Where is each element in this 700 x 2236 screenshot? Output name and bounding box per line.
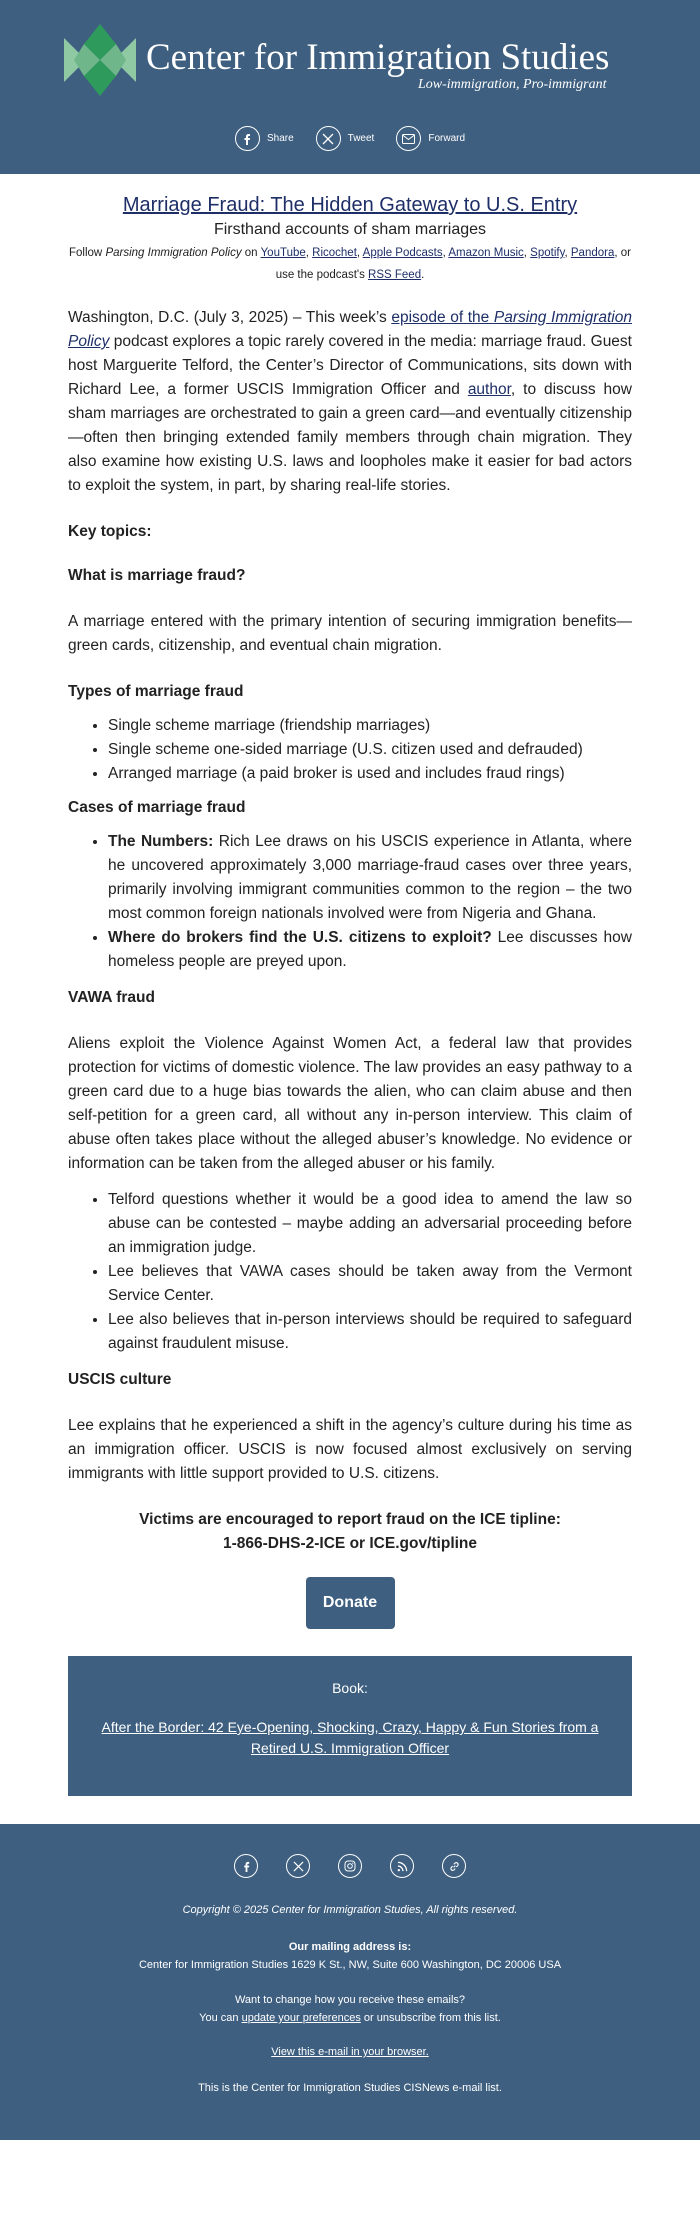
sep: , — [523, 247, 531, 259]
follow-suffix: , or use the podcast's — [275, 247, 631, 281]
lead-paragraph — [68, 306, 632, 498]
share-button[interactable] — [235, 126, 294, 151]
list-item — [108, 926, 632, 974]
follow-on: on — [241, 247, 261, 259]
copyright: Copyright © 2025 Center for Immigration Studies, All rights reserved. — [182, 1904, 518, 1916]
list-item: • Telford questions whether it would be a good idea to amend the law so abuse can be contested – maybe adding an adversarial proceeding before an immigration judge. — [108, 1188, 632, 1260]
lead-text: , to discuss how sham marriages are orchestrated to gain a green card—and eventually citizenship—often then bringing extended family members through chain migration. They also examine how existing U.S. laws and loopholes make it easier for bad actors to exploit the system, in part, by sharing real-life stories. — [68, 381, 632, 494]
vawa-heading: VAWA fraud — [68, 989, 155, 1006]
vawa-list — [108, 1188, 632, 1356]
podcast-name: Parsing Immigration Policy — [105, 247, 242, 259]
list-item: • Single scheme marriage (friendship marriages) — [108, 714, 632, 738]
apple-podcasts-link[interactable]: Apple Podcasts — [362, 247, 443, 259]
uscis-paragraph: Lee explains that he experienced a shift in the agency’s culture during his time as an immigration officer. USCIS is now focused almost exclusively on serving immigrants with little support provided to U.S. citizens. — [68, 1417, 632, 1482]
uscis-heading: USCIS culture — [68, 1371, 172, 1388]
donate-wrap — [68, 1577, 632, 1629]
case-bold: Where do brokers find the U.S. citizens to exploit? — [108, 929, 492, 946]
article-title-link[interactable]: Marriage Fraud: The Hidden Gateway to U.S. Entry — [122, 194, 578, 216]
pref-suffix: or unsubscribe from this list. — [360, 2012, 501, 2024]
rss-icon[interactable] — [390, 1854, 414, 1878]
key-topics-heading: Key topics: — [68, 523, 152, 540]
list-item: • Lee believes that VAWA cases should be taken away from the Vermont Service Center. — [108, 1260, 632, 1308]
cis-logo — [64, 24, 136, 96]
list-name: This is the Center for Immigration Studies CISNews e-mail list. — [198, 2082, 502, 2094]
x-icon[interactable] — [286, 1854, 310, 1878]
org-tagline: Low-immigration, Pro-immigrant — [418, 77, 607, 92]
lead-text: Washington, D.C. (July 3, 2025) – This week’s — [68, 309, 392, 326]
book-label: Book: — [332, 1680, 368, 1696]
case-text: Rich Lee draws on his USCIS experience in Atlanta, where he uncovered approximately 3,000 marriage-fraud cases over three years, primarily involving immigrant communities common to the region – the two most common foreign nationals involved were from Nigeria and Ghana. — [108, 833, 632, 922]
article-title — [68, 192, 632, 218]
episode-link-podcast: Parsing Immigration Policy — [68, 309, 632, 350]
forward-label: Forward — [428, 133, 466, 144]
mail-icon — [396, 126, 421, 151]
what-heading: What is marriage fraud? — [68, 567, 246, 584]
book-link-wrap — [68, 1717, 632, 1759]
rss-feed-link[interactable]: RSS Feed — [368, 269, 422, 281]
case-bold: The Numbers: — [108, 833, 214, 850]
social-links — [0, 1824, 700, 1878]
what-paragraph: A marriage entered with the primary intention of securing immigration benefits—green cards, citizenship, and eventual chain migration. — [68, 613, 632, 654]
sep: , — [305, 247, 313, 259]
forward-button[interactable] — [396, 126, 465, 151]
preferences-line — [0, 2009, 700, 2027]
amazon-music-link[interactable]: Amazon Music — [448, 247, 524, 259]
list-item — [108, 830, 632, 926]
list-item: • Single scheme one-sided marriage (U.S. citizen used and defrauded) — [108, 738, 632, 762]
view-in-browser — [0, 2043, 700, 2061]
preferences-text — [0, 1991, 700, 2027]
youtube-link[interactable]: YouTube — [260, 247, 306, 259]
types-list — [108, 714, 632, 786]
lead-text: podcast explores a topic rarely covered in the media: marriage fraud. Guest host Marguerite Telford, the Center’s Director of Communications, sits down with Richard Lee, a former USCIS Immigration Officer and — [68, 333, 632, 398]
episode-link-text: episode of the — [391, 309, 494, 326]
cases-list — [108, 830, 632, 974]
sep: , — [442, 247, 449, 259]
change-line: Want to change how you receive these emails? — [234, 1994, 466, 2006]
spotify-link[interactable]: Spotify — [530, 247, 565, 259]
tweet-button[interactable] — [316, 126, 375, 151]
share-bar — [0, 126, 700, 151]
facebook-icon — [235, 126, 260, 151]
follow-prefix: Follow — [69, 247, 106, 259]
sep: , — [356, 247, 363, 259]
tipline-line1: Victims are encouraged to report fraud on the ICE tipline: — [139, 1511, 561, 1528]
sep: , — [564, 247, 571, 259]
author-link[interactable]: author — [467, 381, 511, 398]
email-footer — [0, 1824, 700, 2140]
book-link[interactable]: After the Border: 42 Eye-Opening, Shocking, Crazy, Happy & Fun Stories from a Retired U.S. Immigration Officer — [101, 1719, 599, 1756]
book-box — [68, 1656, 632, 1796]
list-item: • Arranged marriage (a paid broker is used and includes fraud rings) — [108, 762, 632, 786]
tweet-label: Tweet — [347, 133, 375, 144]
share-label: Share — [266, 133, 294, 144]
tipline-callout — [68, 1508, 632, 1556]
instagram-icon[interactable] — [338, 1854, 362, 1878]
x-icon — [316, 126, 341, 151]
types-heading: Types of marriage fraud — [68, 683, 244, 700]
email-body — [68, 174, 632, 1796]
mailing-label: Our mailing address is: — [288, 1941, 412, 1953]
tipline-line2: 1-866-DHS-2-ICE or ICE.gov/tipline — [222, 1535, 478, 1552]
case-text: Lee discusses how homeless people are preyed upon. — [108, 929, 632, 970]
pref-prefix: You can — [199, 2012, 242, 2024]
facebook-icon[interactable] — [234, 1854, 258, 1878]
link-icon[interactable] — [442, 1854, 466, 1878]
article-subtitle: Firsthand accounts of sham marriages — [213, 221, 487, 238]
donate-button[interactable]: Donate — [306, 1577, 395, 1629]
org-name: Center for Immigration Studies — [146, 37, 610, 78]
ricochet-link[interactable]: Ricochet — [312, 247, 357, 259]
follow-line — [68, 242, 632, 286]
mailing-address: Center for Immigration Studies 1629 K St., NW, Suite 600 Washington, DC 20006 USA — [138, 1959, 562, 1971]
follow-end: . — [421, 269, 425, 281]
cases-heading: Cases of marriage fraud — [68, 799, 246, 816]
vawa-paragraph: Aliens exploit the Violence Against Women Act, a federal law that provides protection for victims of domestic violence. The law provides an easy pathway to a green card due to a huge bias towards the alien, who can claim abuse and then self-petition for a green card, all without any in-person interview. This claim of abuse often takes place without the alleged abuser’s knowledge. No evidence or information can be taken from the alleged abuser or his family. — [68, 1035, 632, 1172]
view-in-browser-link[interactable]: View this e-mail in your browser. — [271, 2046, 429, 2058]
pandora-link[interactable]: Pandora — [570, 247, 615, 259]
list-item: • Lee also believes that in-person interviews should be required to safeguard against fraudulent misuse. — [108, 1308, 632, 1356]
update-preferences-link[interactable]: update your preferences — [241, 2012, 361, 2024]
email-header — [0, 0, 700, 174]
